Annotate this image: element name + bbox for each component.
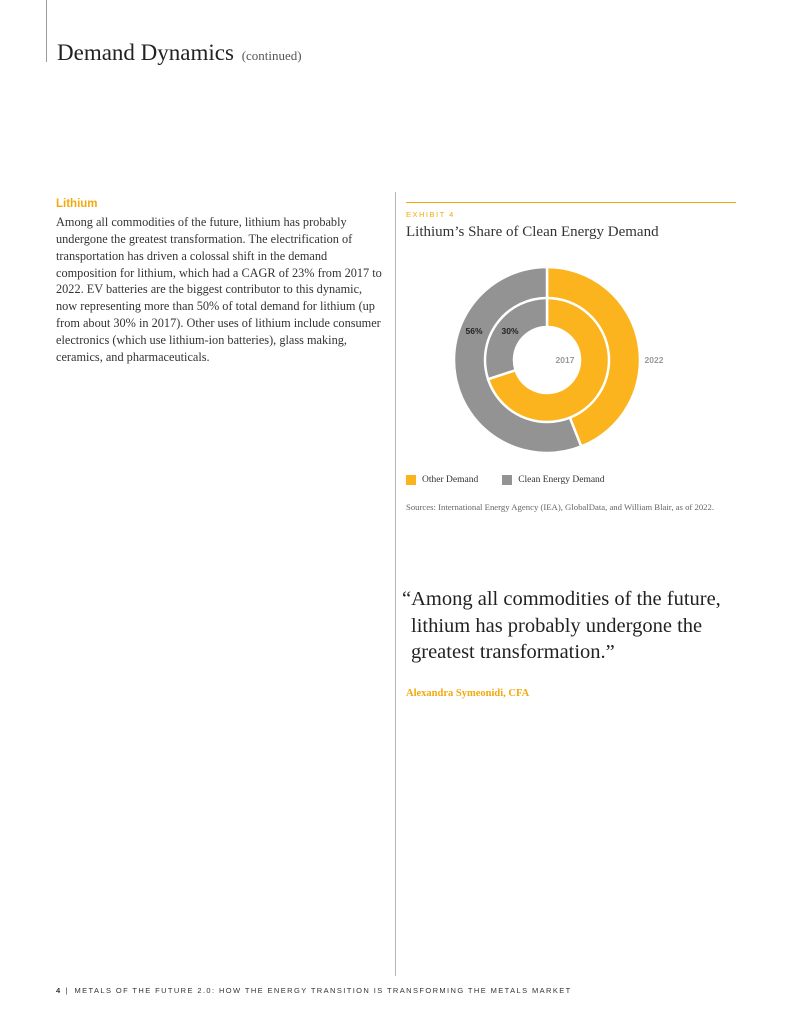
- legend-item-other: [406, 475, 478, 485]
- page-title: [57, 40, 302, 66]
- footer-separator: |: [65, 986, 70, 995]
- legend-label-other: Other Demand: [422, 475, 479, 485]
- ring-label-2017: 2017: [555, 355, 575, 365]
- quote-author: Alexandra Symeonidi, CFA: [406, 688, 530, 699]
- section-body: Among all commodities of the future, lithium has probably undergone the greatest transformation. The electrification of transportation has driven a colossal shift in the demand composition for lithium, which had a CAGR of 23% from 2017 to 2022. EV batteries are the biggest contributor to this dynamic, now representing more than 50% of total demand for lithium (up from about 30% in 2017). Other uses of lithium include consumer electronics (which use lithium-ion batteries), glass making, ceramics, and pharmaceuticals.: [56, 215, 382, 364]
- exhibit-rule: [406, 202, 736, 203]
- exhibit-title: Lithium’s Share of Clean Energy Demand: [406, 224, 659, 240]
- legend-swatch-clean: [502, 475, 512, 485]
- donut-chart: [396, 250, 726, 470]
- header-rule: [46, 0, 47, 62]
- ring-label-2022: 2022: [644, 355, 664, 365]
- exhibit-label: EXHIBIT 4: [406, 210, 455, 219]
- legend-label-clean: Clean Energy Demand: [518, 475, 605, 485]
- legend-item-clean: [502, 475, 604, 485]
- page-title-continued: (continued): [241, 48, 302, 63]
- pull-quote: “Among all commodities of the future, lithium has probably undergone the greatest transformation.”: [402, 588, 721, 663]
- footer-text: METALS OF THE FUTURE 2.0: HOW THE ENERGY TRANSITION IS TRANSFORMING THE METALS MARKET: [74, 986, 572, 995]
- data-label-2017: 30%: [501, 326, 519, 336]
- legend-swatch-other: [406, 475, 416, 485]
- chart-legend: [406, 475, 605, 485]
- page-footer: [56, 986, 572, 995]
- section-heading: Lithium: [56, 198, 98, 210]
- data-label-2022: 56%: [465, 326, 483, 336]
- chart-sources: Sources: International Energy Agency (IEA), GlobalData, and William Blair, as of 2022.: [406, 502, 715, 512]
- page-number: 4: [56, 986, 61, 995]
- page-title-text: Demand Dynamics: [57, 40, 234, 65]
